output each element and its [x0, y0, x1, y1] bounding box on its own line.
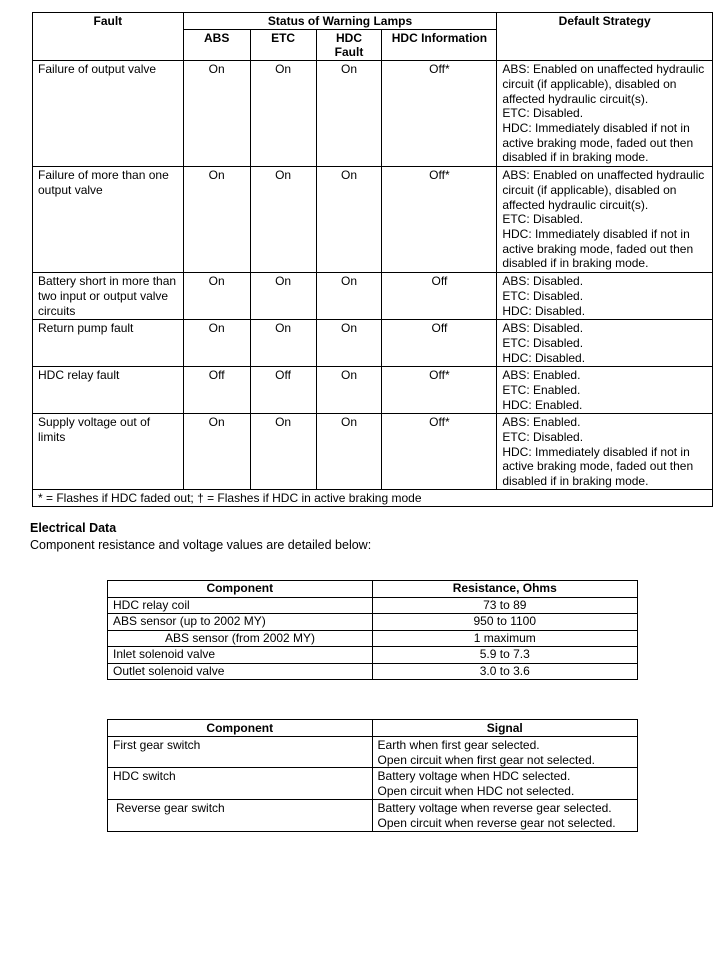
table-row — [108, 614, 638, 631]
footnote-row — [33, 490, 713, 507]
strategy-cell: ABS: Enabled on unaffected hydraulic circuit (if applicable), disabled on affected hydraulic circuit(s). ETC: Disabled. HDC: Immediately disabled if not in active braking mode, faded out then disabled if in braking mode. — [497, 167, 713, 273]
header-component: Component — [108, 720, 373, 737]
component-cell: First gear switch — [108, 736, 373, 768]
resistance-table — [107, 580, 638, 680]
etc-cell: On — [250, 61, 316, 167]
component-cell: HDC relay coil — [108, 597, 373, 614]
signal-table — [107, 719, 638, 832]
header-signal: Signal — [372, 720, 637, 737]
hdc-fault-cell: On — [316, 273, 382, 320]
hdc-info-cell: Off — [382, 273, 497, 320]
table-row — [108, 630, 638, 647]
table-row — [33, 167, 713, 273]
component-cell: ABS sensor (from 2002 MY) — [108, 630, 373, 647]
signal-cell: Earth when first gear selected. Open circuit when first gear not selected. — [372, 736, 637, 768]
hdc-info-cell: Off* — [382, 167, 497, 273]
header-hdc-info: HDC Information — [382, 29, 497, 60]
etc-cell: On — [250, 273, 316, 320]
header-abs: ABS — [183, 29, 250, 60]
header-hdc-fault: HDC Fault — [316, 29, 382, 60]
hdc-fault-cell: On — [316, 414, 382, 490]
abs-cell: On — [183, 167, 250, 273]
header-fault: Fault — [33, 13, 184, 61]
component-cell: Outlet solenoid valve — [108, 663, 373, 680]
fault-status-table — [32, 12, 713, 507]
value-cell: 1 maximum — [372, 630, 637, 647]
component-cell: Reverse gear switch — [108, 799, 373, 831]
component-cell: HDC switch — [108, 768, 373, 800]
fault-cell: Return pump fault — [33, 320, 184, 367]
signal-cell: Battery voltage when reverse gear selected. Open circuit when reverse gear not selected. — [372, 799, 637, 831]
strategy-cell: ABS: Enabled. ETC: Disabled. HDC: Immediately disabled if not in active braking mode, faded out then disabled if in braking mode. — [497, 414, 713, 490]
abs-cell: On — [183, 61, 250, 167]
value-cell: 950 to 1100 — [372, 614, 637, 631]
table-row — [33, 320, 713, 367]
abs-cell: Off — [183, 367, 250, 414]
table-row — [33, 367, 713, 414]
value-cell: 5.9 to 7.3 — [372, 647, 637, 664]
hdc-info-cell: Off — [382, 320, 497, 367]
component-cell: ABS sensor (up to 2002 MY) — [108, 614, 373, 631]
section-subtitle: Component resistance and voltage values are detailed below: — [30, 538, 372, 552]
fault-cell: Failure of more than one output valve — [33, 167, 184, 273]
hdc-fault-cell: On — [316, 367, 382, 414]
abs-cell: On — [183, 414, 250, 490]
etc-cell: On — [250, 167, 316, 273]
hdc-info-cell: Off* — [382, 61, 497, 167]
table-row — [33, 61, 713, 167]
table-row — [108, 647, 638, 664]
hdc-info-cell: Off* — [382, 414, 497, 490]
component-cell: Inlet solenoid valve — [108, 647, 373, 664]
fault-cell: Battery short in more than two input or output valve circuits — [33, 273, 184, 320]
strategy-cell: ABS: Enabled on unaffected hydraulic circuit (if applicable), disabled on affected hydraulic circuit(s). ETC: Disabled. HDC: Immediately disabled if not in active braking mode, faded out then disabled if in braking mode. — [497, 61, 713, 167]
signal-cell: Battery voltage when HDC selected. Open circuit when HDC not selected. — [372, 768, 637, 800]
section-title: Electrical Data — [30, 521, 117, 535]
header-default-strategy: Default Strategy — [497, 13, 713, 61]
table-row — [108, 799, 638, 831]
etc-cell: On — [250, 320, 316, 367]
abs-cell: On — [183, 320, 250, 367]
strategy-cell: ABS: Disabled. ETC: Disabled. HDC: Disabled. — [497, 320, 713, 367]
table-row — [108, 768, 638, 800]
header-resistance: Resistance, Ohms — [372, 581, 637, 598]
etc-cell: On — [250, 414, 316, 490]
header-status-group: Status of Warning Lamps — [183, 13, 497, 30]
table-row — [108, 663, 638, 680]
fault-cell: Supply voltage out of limits — [33, 414, 184, 490]
hdc-fault-cell: On — [316, 167, 382, 273]
abs-cell: On — [183, 273, 250, 320]
hdc-fault-cell: On — [316, 61, 382, 167]
strategy-cell: ABS: Enabled. ETC: Enabled. HDC: Enabled. — [497, 367, 713, 414]
table-row — [33, 273, 713, 320]
table-row — [108, 597, 638, 614]
value-cell: 3.0 to 3.6 — [372, 663, 637, 680]
strategy-cell: ABS: Disabled. ETC: Disabled. HDC: Disabled. — [497, 273, 713, 320]
fault-cell: Failure of output valve — [33, 61, 184, 167]
table-row — [33, 414, 713, 490]
etc-cell: Off — [250, 367, 316, 414]
header-component: Component — [108, 581, 373, 598]
fault-cell: HDC relay fault — [33, 367, 184, 414]
header-etc: ETC — [250, 29, 316, 60]
hdc-info-cell: Off* — [382, 367, 497, 414]
value-cell: 73 to 89 — [372, 597, 637, 614]
footnote: * = Flashes if HDC faded out; † = Flashes if HDC in active braking mode — [33, 490, 713, 507]
hdc-fault-cell: On — [316, 320, 382, 367]
table-row — [108, 736, 638, 768]
